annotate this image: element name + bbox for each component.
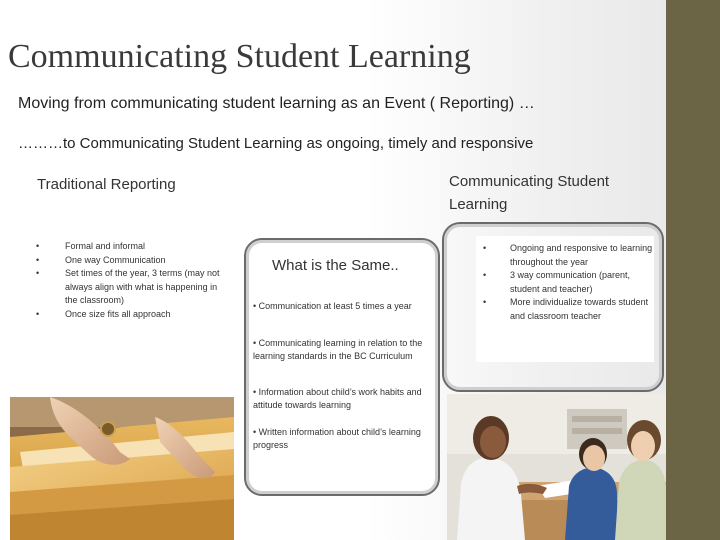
traditional-reporting-list bbox=[12, 240, 234, 321]
bullet-icon: • bbox=[483, 243, 487, 253]
what-is-the-same-box bbox=[244, 238, 440, 496]
list-item-text: One way Communication bbox=[65, 254, 166, 265]
what-is-the-same-heading: What is the Same.. bbox=[272, 257, 399, 274]
same-item: • Information about child’s work habits and attitude towards learning bbox=[253, 387, 422, 410]
teacher-meeting-photo bbox=[447, 394, 666, 540]
list-item bbox=[476, 269, 654, 296]
same-item: • Written information about child’s learning progress bbox=[253, 427, 421, 450]
list-item-text: Ongoing and responsive to learning throughout the year bbox=[510, 243, 653, 267]
slide-subtitle-ongoing: ………to Communicating Student Learning as ongoing, timely and responsive bbox=[18, 135, 534, 152]
bullet-icon: • bbox=[36, 308, 40, 319]
file-folder-illustration bbox=[10, 397, 234, 540]
bullet-icon: • bbox=[36, 268, 40, 278]
traditional-reporting-heading: Traditional Reporting bbox=[37, 176, 176, 193]
bullet-icon: • bbox=[36, 241, 40, 251]
list-item bbox=[12, 254, 225, 268]
bullet-icon: • bbox=[483, 270, 487, 280]
list-item-text: Set times of the year, 3 terms (may not always align with what is happening in the classroom) bbox=[65, 268, 220, 305]
teacher-meeting-illustration bbox=[447, 394, 666, 540]
slide-subtitle-event: Moving from communicating student learning as an Event ( Reporting) … bbox=[18, 95, 535, 112]
list-item-text: More individualize towards student and classroom teacher bbox=[510, 297, 649, 321]
slide-title: Communicating Student Learning bbox=[8, 38, 471, 75]
list-item bbox=[12, 240, 225, 254]
bullet-icon: • bbox=[483, 297, 487, 307]
accent-bar bbox=[666, 0, 720, 540]
list-item-text: 3 way communication (parent, student and teacher) bbox=[510, 270, 631, 294]
same-item: • Communication at least 5 times a year bbox=[253, 301, 412, 311]
list-item-text: Formal and informal bbox=[65, 241, 146, 251]
same-item: • Communicating learning in relation to the learning standards in the BC Curriculum bbox=[253, 338, 423, 361]
traditional-reporting-panel bbox=[12, 224, 234, 390]
file-folder-photo bbox=[10, 397, 234, 540]
list-item bbox=[12, 308, 225, 322]
communicating-learning-list bbox=[476, 242, 654, 323]
communicating-learning-heading: Communicating Student Learning bbox=[449, 173, 610, 213]
communicating-learning-panel bbox=[476, 236, 654, 362]
list-item-text: Once size fits all approach bbox=[65, 308, 171, 319]
list-item bbox=[476, 296, 654, 323]
list-item bbox=[12, 267, 225, 308]
bullet-icon: • bbox=[36, 254, 40, 265]
list-item bbox=[476, 242, 654, 269]
